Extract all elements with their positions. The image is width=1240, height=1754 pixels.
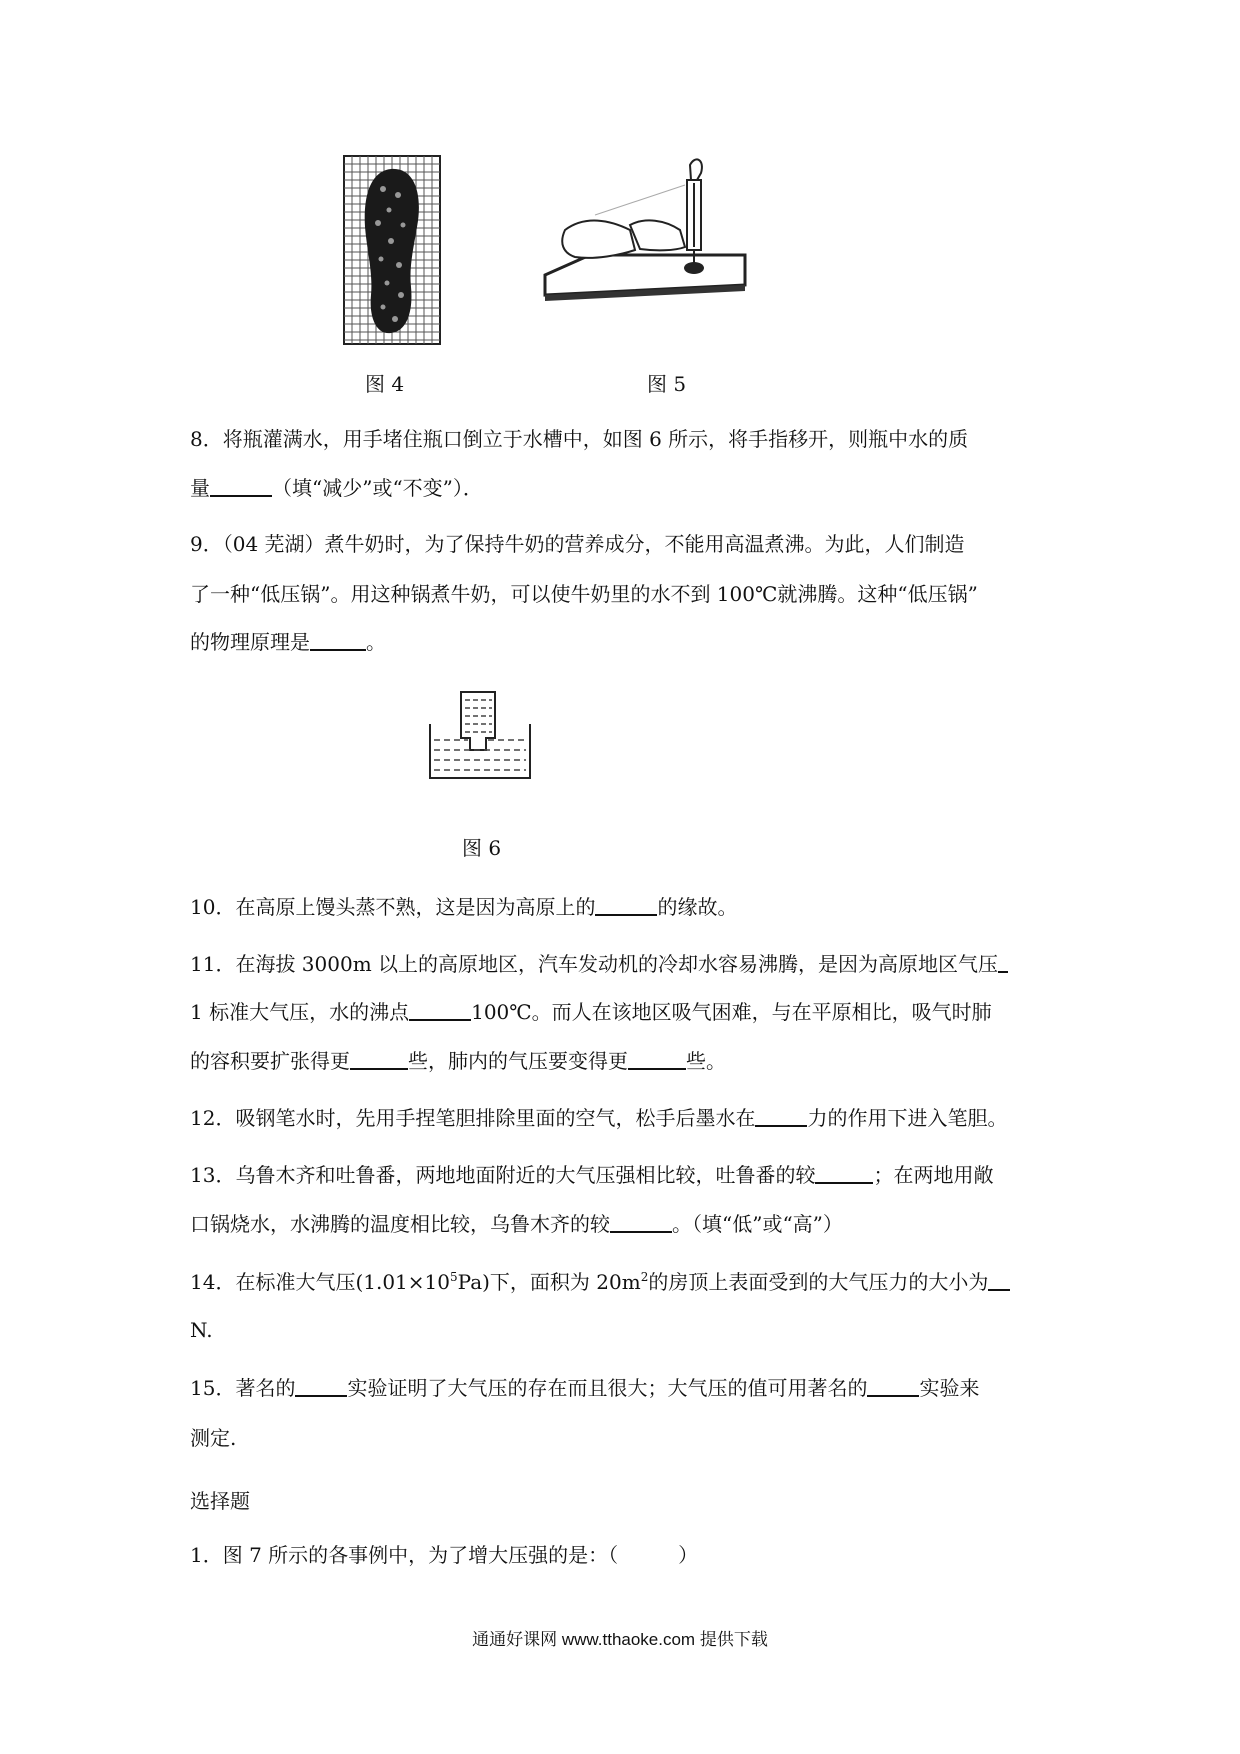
question-14-exponent-1: 5 xyxy=(450,1270,458,1284)
question-10-text-a: 10．在高原上馒头蒸不熟，这是因为高原上的 xyxy=(190,895,596,919)
question-9-line-1: 9．（04 芜湖）煮牛奶时，为了保持牛奶的营养成分，不能用高温煮沸。为此，人们制造 xyxy=(190,532,965,556)
question-11-line-1 xyxy=(190,950,1008,978)
question-9-text-a: 的物理原理是 xyxy=(190,630,310,654)
answer-blank[interactable] xyxy=(988,1269,1010,1291)
question-10 xyxy=(190,893,737,921)
answer-blank[interactable] xyxy=(610,1211,672,1233)
question-11-text-3a: 的容积要扩张得更 xyxy=(190,1049,350,1073)
figure-5-caption: 图 5 xyxy=(647,372,687,396)
question-15-line-1 xyxy=(190,1374,979,1402)
question-12-text-b: 力的作用下进入笔胆。 xyxy=(807,1106,1008,1130)
question-15-text-b: 实验证明了大气压的存在而且很大；大气压的值可用著名的 xyxy=(347,1376,868,1400)
answer-blank[interactable] xyxy=(310,629,366,651)
question-10-text-b: 的缘故。 xyxy=(657,895,738,919)
question-11-line-3 xyxy=(190,1047,726,1075)
question-8-text-b: （填“减少”或“不变”）． xyxy=(272,476,483,500)
question-12-text-a: 12．吸钢笔水时，先用手捏笔胆排除里面的空气，松手后墨水在 xyxy=(190,1106,756,1130)
answer-blank[interactable] xyxy=(815,1162,873,1184)
question-13-text-1a: 13．乌鲁木齐和吐鲁番，两地地面附近的大气压强相比较，吐鲁番的较 xyxy=(190,1163,816,1187)
answer-blank[interactable] xyxy=(628,1048,686,1070)
question-13-text-2b: 。（填“低”或“高”） xyxy=(672,1212,843,1236)
question-14-line-1 xyxy=(190,1268,1010,1296)
question-11-text-3b: 些，肺内的气压要变得更 xyxy=(408,1049,628,1073)
question-14-line-2: N. xyxy=(190,1318,213,1342)
question-15-line-2: 测定. xyxy=(190,1426,237,1450)
answer-blank[interactable] xyxy=(409,999,471,1021)
question-11-text-2a: 1 标准大气压，水的沸点 xyxy=(190,1000,410,1024)
question-14-text-a: 14．在标准大气压(1.01×10 xyxy=(190,1270,450,1294)
question-13-line-1 xyxy=(190,1161,993,1189)
question-8-line-1: 8．将瓶灌满水，用手堵住瓶口倒立于水槽中，如图 6 所示，将手指移开，则瓶中水的质 xyxy=(190,427,969,451)
answer-blank[interactable] xyxy=(210,475,272,497)
figure-4-footprint-grid xyxy=(343,155,441,345)
question-14-exponent-2: 2 xyxy=(640,1270,649,1284)
question-9-line-2: 了一种“低压锅”。用这种锅煮牛奶，可以使牛奶里的水不到 100℃就沸腾。这种“低压锅” xyxy=(190,582,978,606)
question-14-text-c: 的房顶上表面受到的大气压力的大小为 xyxy=(648,1270,989,1294)
figure-4-caption: 图 4 xyxy=(365,372,405,396)
question-11-line-2 xyxy=(190,998,992,1026)
question-9-text-b: 。 xyxy=(366,630,386,654)
question-13-text-2a: 口锅烧水，水沸腾的温度相比较，乌鲁木齐的较 xyxy=(190,1212,610,1236)
question-8-text-a: 量 xyxy=(190,476,210,500)
question-15-text-c: 实验来 xyxy=(919,1376,980,1400)
figure-6-inverted-bottle xyxy=(428,690,532,780)
section-title-multiple-choice: 选择题 xyxy=(190,1489,250,1513)
answer-blank[interactable] xyxy=(350,1048,408,1070)
multiple-choice-question-1: 1．图 7 所示的各事例中，为了增大压强的是：（ ） xyxy=(190,1543,699,1567)
figure-6-caption: 图 6 xyxy=(462,836,502,860)
question-8-line-2 xyxy=(190,474,483,502)
answer-blank[interactable] xyxy=(998,951,1008,973)
answer-blank[interactable] xyxy=(755,1105,807,1127)
question-11-text-2b: 100℃。而人在该地区吸气困难，与在平原相比，吸气时肺 xyxy=(471,1000,992,1024)
answer-blank[interactable] xyxy=(595,894,657,916)
question-11-text-1: 11．在海拔 3000m 以上的高原地区，汽车发动机的冷却水容易沸腾，是因为高原地区气压 xyxy=(190,952,999,976)
question-13-line-2 xyxy=(190,1210,843,1238)
page-footer: 通通好课网 www.tthaoke.com 提供下载 xyxy=(472,1630,768,1649)
question-9-line-3 xyxy=(190,628,386,656)
question-12 xyxy=(190,1104,1007,1132)
question-14-text-b: Pa)下，面积为 20m xyxy=(457,1270,641,1294)
figure-5-hands-spring-scale xyxy=(535,155,755,325)
question-13-text-1b: ；在两地用敞 xyxy=(873,1163,994,1187)
question-15-text-a: 15．著名的 xyxy=(190,1376,296,1400)
answer-blank[interactable] xyxy=(295,1375,347,1397)
question-11-text-3c: 些。 xyxy=(686,1049,726,1073)
answer-blank[interactable] xyxy=(867,1375,919,1397)
